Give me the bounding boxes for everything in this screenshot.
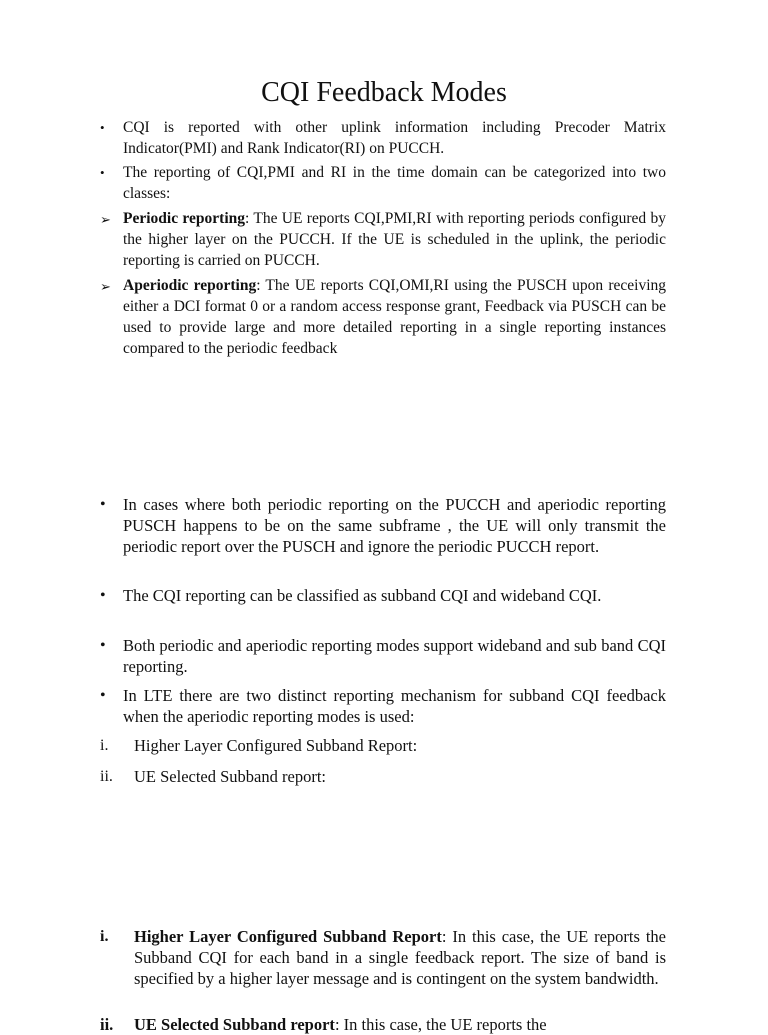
numbered-text: UE Selected Subband report:	[134, 767, 326, 786]
numbered-detail-text	[134, 926, 666, 989]
bullet-text: The CQI reporting can be classified as subband CQI and wideband CQI.	[123, 586, 602, 605]
bullet-item	[100, 685, 666, 727]
bullet-text: Both periodic and aperiodic reporting modes support wideband and sub band CQI reporting.	[123, 636, 666, 676]
numbered-item	[100, 766, 666, 787]
item-number: i.	[100, 737, 109, 754]
item-lead: Periodic reporting	[123, 210, 245, 227]
bullet-marker: •	[100, 120, 105, 135]
bullet-marker: •	[100, 637, 106, 654]
bullet-text: In LTE there are two distinct reporting mechanism for subband CQI feedback when the aperiodic reporting modes is used:	[123, 686, 666, 726]
item-body: : In this case, the UE reports the	[334, 1015, 547, 1034]
item-body: : In this case, the UE reports the Subband CQI for each band in a single feedback report. The size of band is specified by a higher layer message and is contingent on the system bandwidth.	[134, 927, 666, 988]
numbered-detail-text	[134, 1014, 666, 1035]
numbered-item	[100, 735, 666, 756]
arrow-item-periodic	[100, 208, 666, 271]
bullet-text: CQI is reported with other uplink information including Precoder Matrix Indicator(PMI) and Rank Indicator(RI) on PUCCH.	[123, 119, 666, 157]
bullet-text: In cases where both periodic reporting on the PUCCH and aperiodic reporting PUSCH happens to be on the same subframe , the UE will only transmit the periodic report over the PUSCH and ignore the periodic PUCCH report.	[123, 495, 666, 556]
arrow-bullet-icon: ➢	[100, 212, 111, 227]
bullet-text: The reporting of CQI,PMI and RI in the time domain can be categorized into two classes:	[123, 164, 666, 202]
item-lead: UE Selected Subband report	[134, 1015, 335, 1034]
page-title: CQI Feedback Modes	[261, 77, 507, 108]
cut-off-line	[100, 1014, 666, 1034]
arrow-bullet-icon: ➢	[100, 279, 111, 294]
numbered-detail-item	[100, 1014, 666, 1035]
bullet-item	[100, 494, 666, 557]
bullet-marker: •	[100, 687, 106, 704]
numbered-detail-item	[100, 926, 666, 989]
item-lead: Aperiodic reporting	[123, 277, 257, 294]
item-number: i.	[100, 928, 109, 945]
bullet-marker: •	[100, 165, 105, 180]
item-body: : The UE reports CQI,PMI,RI with reporting periods configured by the higher layer on the PUCCH. If the UE is scheduled in the uplink, the periodic reporting is carried on PUCCH.	[123, 210, 666, 269]
item-number: ii.	[100, 768, 113, 785]
item-body: : The UE reports CQI,OMI,RI using the PUSCH upon receiving either a DCI format 0 or a random access response grant, Feedback via PUSCH can be used to provide large and more detailed reporting in a single reporting instances compared to the periodic feedback	[123, 277, 666, 357]
item-number: ii.	[100, 1015, 114, 1034]
arrow-item-text	[123, 208, 666, 271]
bullet-item	[100, 585, 666, 606]
bullet-marker: •	[100, 496, 106, 513]
arrow-item-aperiodic	[100, 275, 666, 359]
bullet-item	[100, 162, 666, 204]
item-lead: Higher Layer Configured Subband Report	[134, 927, 442, 946]
arrow-item-text	[123, 275, 666, 359]
numbered-text: Higher Layer Configured Subband Report:	[134, 736, 418, 755]
bullet-item	[100, 117, 666, 159]
bullet-marker: •	[100, 587, 106, 604]
bullet-item	[100, 635, 666, 677]
